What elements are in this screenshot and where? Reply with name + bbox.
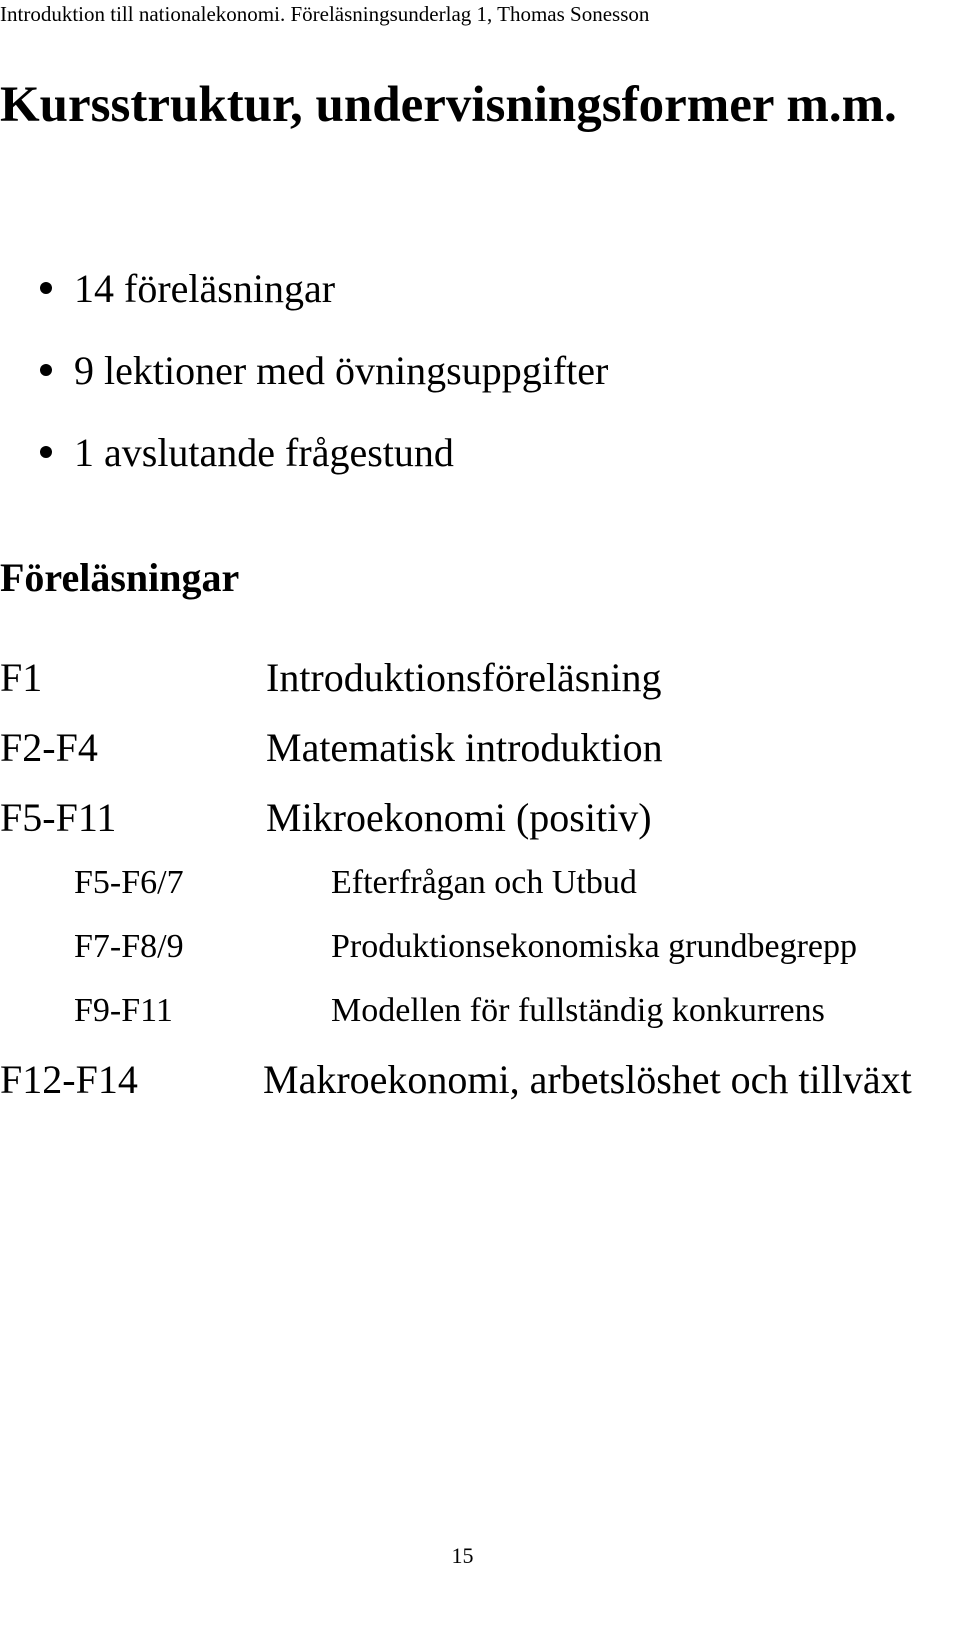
list-item [0, 247, 608, 329]
lecture-code: F7-F8/9 [74, 928, 184, 965]
lecture-code: F1 [0, 655, 43, 700]
page-number: 15 [451, 1543, 474, 1568]
lecture-code: F12-F14 [0, 1057, 138, 1102]
list-item [0, 411, 608, 493]
running-header: Introduktion till nationalekonomi. Föreläsningsunderlag 1, Thomas Sonesson [0, 2, 650, 26]
lecture-topic: Makroekonomi, arbetslöshet och tillväxt [263, 1057, 912, 1102]
lecture-topic: Produktionsekonomiska grundbegrepp [331, 928, 857, 965]
lecture-code: F5-F11 [0, 795, 117, 840]
page-title: Kursstruktur, undervisningsformer m.m. [0, 77, 897, 133]
section-heading: Föreläsningar [0, 555, 240, 600]
bullet-icon [40, 364, 52, 376]
bullet-icon [40, 446, 52, 458]
lecture-topic: Efterfrågan och Utbud [331, 864, 637, 901]
bullet-text: 9 lektioner med övningsuppgifter [74, 347, 609, 393]
bullet-text: 1 avslutande frågestund [74, 429, 454, 475]
list-item [0, 329, 608, 411]
lecture-topic: Matematisk introduktion [266, 725, 663, 770]
lecture-code: F2-F4 [0, 725, 98, 770]
lecture-code: F5-F6/7 [74, 864, 184, 901]
lecture-topic: Mikroekonomi (positiv) [266, 795, 652, 840]
lecture-code: F9-F11 [74, 992, 173, 1029]
bullet-icon [40, 282, 52, 294]
bullet-list [0, 247, 608, 493]
lecture-topic: Modellen för fullständig konkurrens [331, 992, 825, 1029]
bullet-text: 14 föreläsningar [74, 265, 336, 311]
lecture-topic: Introduktionsföreläsning [266, 655, 662, 700]
